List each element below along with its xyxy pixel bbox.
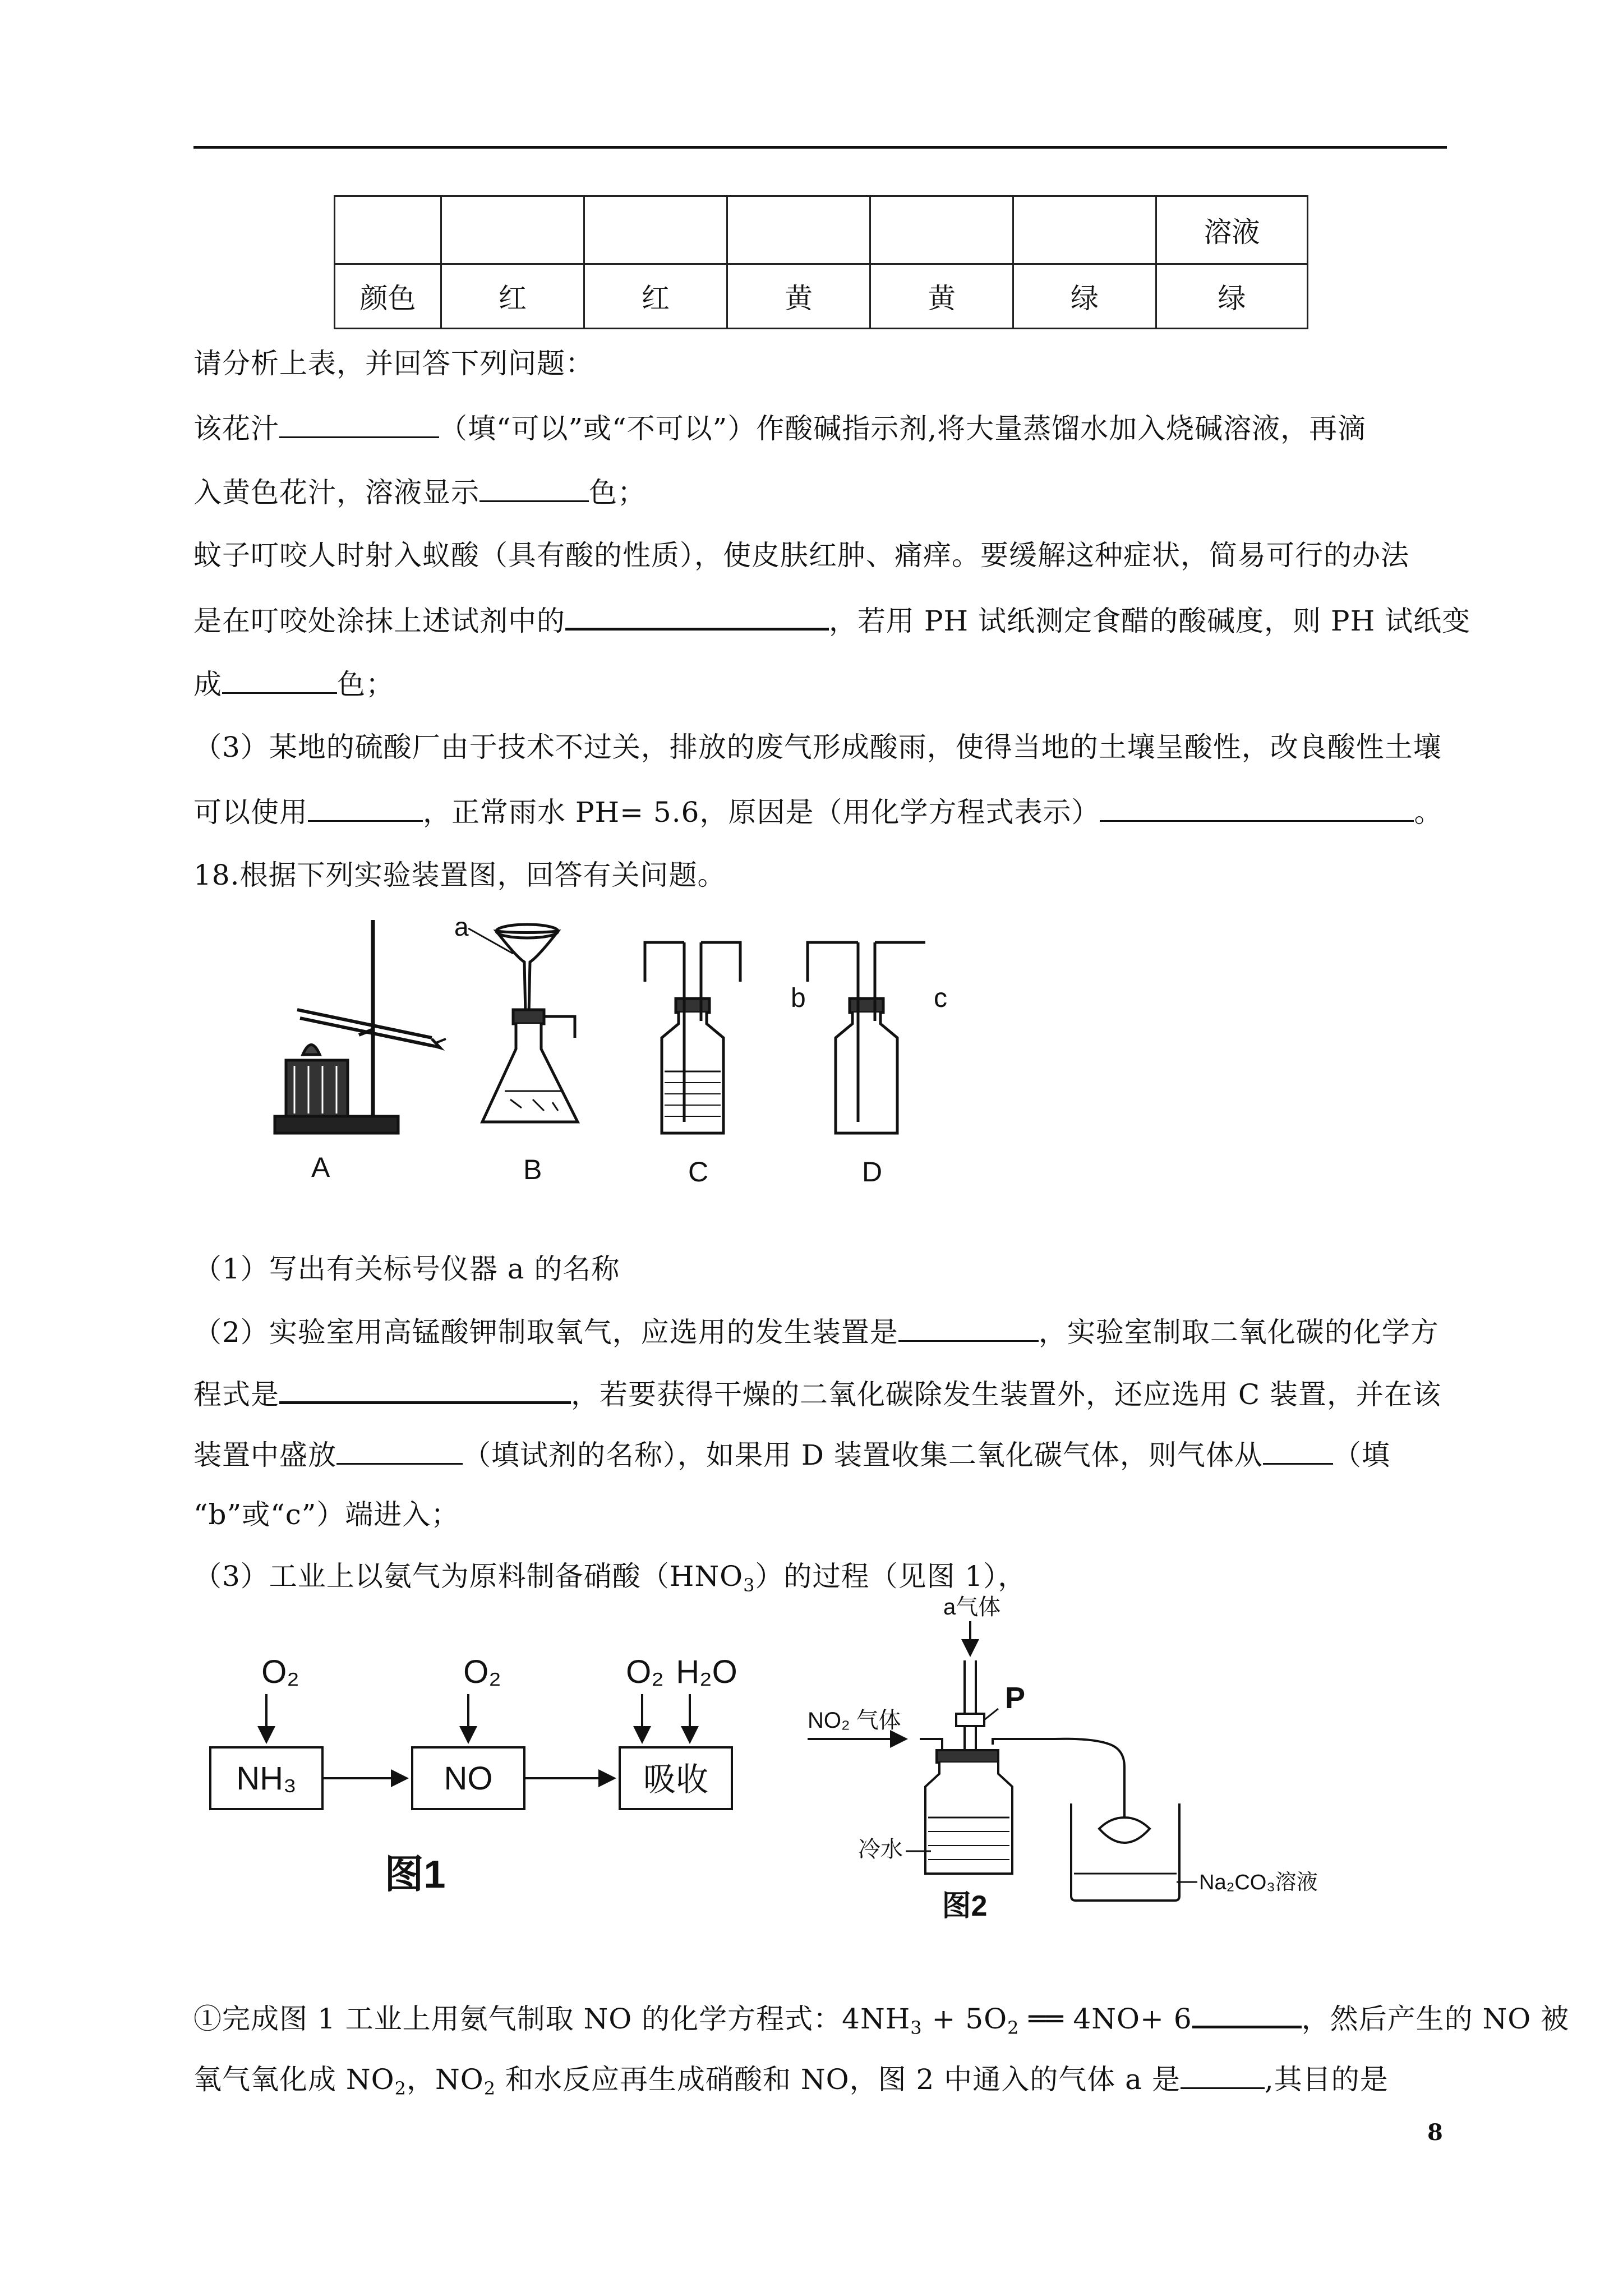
port-b-label: b	[791, 983, 806, 1013]
o2-label: O₂	[261, 1654, 299, 1690]
table-cell: 溶液	[1156, 196, 1308, 264]
label-a: a	[454, 912, 469, 941]
table-cell	[870, 196, 1013, 264]
apparatus-d	[808, 942, 925, 1133]
answer-blank[interactable]	[898, 1314, 1039, 1342]
table-cell: 绿	[1013, 264, 1156, 329]
label-apparatus-c: C	[688, 1156, 709, 1188]
apparatus-b	[468, 924, 578, 1122]
text-line: （3）工业上以氨气为原料制备硝酸$(HNO_3)$的过程（见图 1），	[193, 1560, 1027, 1596]
header-rule	[193, 146, 1447, 149]
text-line: （1）写出有关标号仪器 a 的名称	[193, 1253, 620, 1285]
text-line: “b”或“c”）端进入；	[193, 1498, 460, 1531]
question-title: 18.根据下列实验装置图，回答有关问题。	[193, 859, 726, 891]
no-label: NO	[444, 1760, 493, 1797]
table-cell: 黄	[870, 264, 1013, 329]
table-cell: 绿	[1156, 264, 1308, 329]
text-line: （3）某地的硫酸厂由于技术不过关，排放的废气形成酸雨，使得当地的土壤呈酸性，改良酸性土壤	[193, 731, 1442, 763]
text-line: 氧气氧化成 $NO_2$，$NO_2$ 和水反应再生成硝酸和 NO，图 2 中通入的气体 a 是 ,其目的是	[193, 2062, 1447, 2096]
answer-blank[interactable]	[1192, 2000, 1302, 2028]
text-line: （2）实验室用高锰酸钾制取氧气，应选用的发生装置是 ，实验室制取二氧化碳的化学方	[193, 1314, 1447, 1349]
no2-label: NO₂ 气体	[808, 1708, 901, 1733]
text-line: 装置中盛放 （填试剂的名称），如果用 D 装置收集二氧化碳气体，则气体从 （填	[193, 1437, 1447, 1472]
figure-2-caption: 图2	[942, 1890, 988, 1922]
text-line: 请分析上表，并回答下列问题：	[193, 347, 594, 380]
text-line: 成 色；	[193, 666, 1447, 701]
nh3-label: NH₃	[236, 1760, 297, 1797]
apparatus-figure	[247, 909, 1032, 1212]
apparatus-c	[645, 942, 740, 1133]
table-cell: 黄	[727, 264, 870, 329]
text-line: 可以使用 ，正常雨水 PH= 5.6，原因是（用化学方程式表示） 。	[193, 794, 1447, 829]
label-apparatus-a: A	[311, 1152, 330, 1183]
text-line: 入黄色花汁，溶液显示 色；	[193, 475, 1447, 509]
na2co3-label: Na₂CO₃溶液	[1199, 1871, 1318, 1894]
figure-1-caption: 图1	[384, 1852, 446, 1896]
table-cell	[1013, 196, 1156, 264]
text-line: 是在叮咬处涂抹上述试剂中的 ，若用 PH 试纸测定食醋的酸碱度，则 PH 试纸变	[193, 602, 1447, 638]
gas-a-label: a气体	[943, 1595, 1001, 1619]
h2o-label: H₂O	[676, 1654, 737, 1690]
absorb-label: 吸收	[643, 1761, 709, 1798]
table-row	[335, 264, 1308, 329]
answer-blank[interactable]	[1181, 2062, 1265, 2089]
label-apparatus-b: B	[523, 1154, 542, 1185]
valve-p-label: P	[1005, 1681, 1026, 1715]
answer-blank[interactable]	[1263, 1437, 1333, 1465]
page-number: 8	[1427, 2119, 1443, 2146]
answer-blank[interactable]	[222, 666, 337, 694]
table-cell	[335, 196, 441, 264]
color-table	[334, 195, 1308, 329]
answer-blank[interactable]	[279, 1375, 571, 1404]
text-line: 蚊子叮咬人时射入蚁酸（具有酸的性质），使皮肤红肿、痛痒。要缓解这种症状，简易可行的办法	[193, 539, 1409, 572]
answer-blank[interactable]	[565, 602, 829, 631]
o2-label: O₂	[626, 1654, 664, 1690]
port-c-label: c	[934, 983, 947, 1013]
text-line: 该花汁 （填“可以”或“不可以”）作酸碱指示剂,将大量蒸馏水加入烧碱溶液，再滴	[193, 411, 1447, 445]
text-line: 程式是 ，若要获得干燥的二氧化碳除发生装置外，还应选用 C 装置，并在该	[193, 1375, 1447, 1411]
answer-blank[interactable]	[279, 411, 439, 438]
o2-label: O₂	[463, 1654, 501, 1690]
answer-blank[interactable]	[308, 794, 423, 822]
table-cell: 红	[441, 264, 584, 329]
apparatus-a	[275, 920, 446, 1133]
answer-blank[interactable]	[1100, 794, 1414, 822]
table-cell: 颜色	[335, 264, 441, 329]
table-cell	[584, 196, 727, 264]
text-line: ①完成图 1 工业上用氨气制取 NO 的化学方程式：$4NH_3 + 5O_2$ ══ 4NO+ 6 ，然后产生的 NO 被	[193, 2000, 1447, 2036]
figure-2	[796, 1593, 1335, 1930]
answer-blank[interactable]	[479, 475, 589, 502]
table-cell	[727, 196, 870, 264]
figure-1	[202, 1649, 751, 1913]
table-cell	[441, 196, 584, 264]
answer-blank[interactable]	[336, 1437, 463, 1465]
label-apparatus-d: D	[862, 1156, 883, 1188]
table-row	[335, 196, 1308, 264]
cold-water-label: 冷水	[858, 1837, 903, 1862]
table-cell: 红	[584, 264, 727, 329]
